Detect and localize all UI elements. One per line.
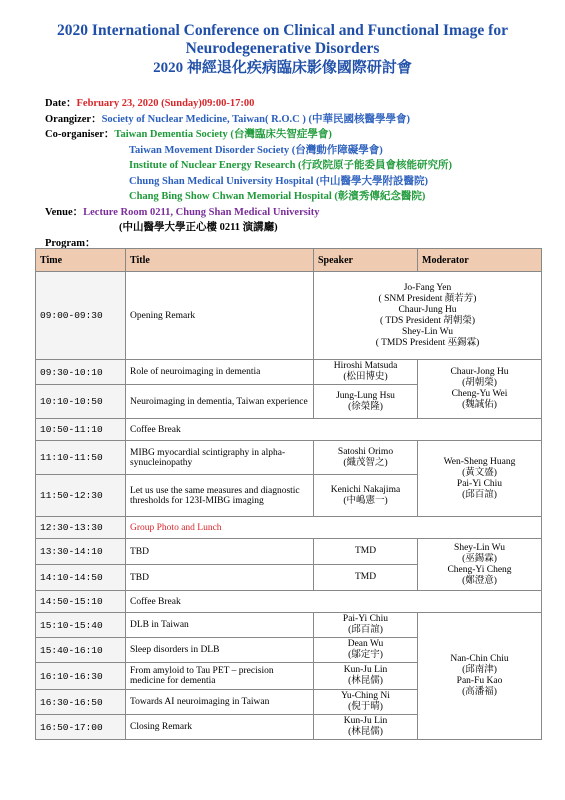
- table-row: [36, 591, 542, 613]
- organizer-value: Society of Nuclear Medicine, Taiwan( R.O.C ) (中華民國核醫學學會): [101, 113, 410, 125]
- moderator-name-cn: (胡朝榮): [462, 378, 497, 388]
- row-title: Coffee Break: [126, 591, 542, 613]
- row-time: 16:50-17:00: [36, 715, 126, 740]
- row-time: 15:40-16:10: [36, 638, 126, 663]
- row-time: 12:30-13:30: [36, 517, 126, 539]
- row-title: Role of neuroimaging in dementia: [126, 360, 314, 385]
- table-row: [36, 360, 542, 385]
- speaker-name: Hiroshi Matsuda: [333, 361, 398, 371]
- row-title: Let us use the same measures and diagnostic thresholds for 123I-MIBG imaging: [126, 475, 314, 517]
- venue-chinese: (中山醫學大學正心樓 0211 演講廳): [119, 222, 278, 233]
- speaker-name-cn: (中嶋憲一): [343, 495, 388, 506]
- speaker-name-cn: (織茂智之): [343, 457, 388, 468]
- opening-moderator-line: Jo-Fang Yen: [403, 282, 452, 293]
- row-moderator: [418, 539, 542, 591]
- row-title: Sleep disorders in DLB: [126, 638, 314, 663]
- row-time: 13:30-14:10: [36, 539, 126, 565]
- event-info: [45, 96, 452, 251]
- speaker-name-cn: (松田博史): [343, 372, 388, 382]
- speaker-name: Jung-Lung Hsu: [336, 390, 395, 401]
- row-speaker: [314, 663, 418, 690]
- speaker-name-cn: (林昆儒): [348, 676, 383, 686]
- opening-moderator-line: ( TDS President 胡朝榮): [379, 315, 476, 326]
- header-title: Title: [126, 249, 314, 272]
- moderator-name-cn: (巫錫霖): [462, 553, 497, 564]
- opening-moderator-line: ( TMDS President 巫錫霖): [375, 337, 480, 348]
- row-title: Neuroimaging in dementia, Taiwan experience: [126, 385, 314, 419]
- table-row: [36, 517, 542, 539]
- row-title: TBD: [126, 539, 314, 565]
- speaker-name-cn: (林昆儒): [348, 727, 383, 737]
- coorganiser-item: Chang Bing Show Chwan Memorial Hospital (彰濱秀傳紀念醫院): [129, 191, 426, 202]
- coorganiser-item: Taiwan Movement Disorder Society (台灣動作障礙學會): [129, 144, 383, 156]
- row-speaker: [314, 385, 418, 419]
- moderator-name: Nan-Chin Chiu: [450, 654, 509, 664]
- row-speaker: TMD: [314, 565, 418, 591]
- speaker-name-cn: (鄔定宇): [348, 650, 383, 660]
- row-title: Group Photo and Lunch: [126, 517, 542, 539]
- row-time: 15:10-15:40: [36, 613, 126, 638]
- moderator-name-cn: (邱南津): [462, 665, 497, 675]
- moderator-name-cn: (鄭澄意): [462, 575, 497, 586]
- row-title: Closing Remark: [126, 715, 314, 740]
- row-moderator: [418, 613, 542, 740]
- moderator-name: Shey-Lin Wu: [454, 542, 505, 553]
- table-row: [36, 441, 542, 475]
- moderator-name-cn: (高潘福): [462, 687, 497, 697]
- program-table: [35, 248, 542, 740]
- coorganiser-item: Taiwan Dementia Society (台灣臨床失智症學會): [114, 129, 332, 140]
- conference-title-line2: Neurodegenerative Disorders: [185, 40, 380, 57]
- row-speaker: TMD: [314, 539, 418, 565]
- moderator-name-cn: (邱百誼): [462, 489, 497, 500]
- opening-moderator-line: Shey-Lin Wu: [402, 326, 453, 337]
- speaker-name: Satoshi Orimo: [337, 446, 394, 457]
- header-time: Time: [36, 249, 126, 272]
- venue-label: Venue：: [45, 206, 84, 218]
- speaker-name: Kun-Ju Lin: [343, 665, 388, 675]
- date-value: February 23, 2020 (Sunday)09:00-17:00: [76, 98, 255, 109]
- speaker-name: Pai-Yi Chiu: [342, 614, 389, 624]
- venue-row: [45, 205, 452, 221]
- row-speaker: [314, 441, 418, 475]
- moderator-name: Cheng-Yu Wei: [451, 389, 508, 399]
- opening-moderator-line: Chaur-Jung Hu: [398, 304, 457, 315]
- coorganiser-row: [45, 127, 452, 143]
- speaker-name-cn: (倪于晴): [348, 702, 383, 712]
- row-time: 10:50-11:10: [36, 419, 126, 441]
- moderator-name: Chaur-Jong Hu: [450, 367, 509, 377]
- row-moderator: [418, 360, 542, 419]
- row-speaker: [314, 475, 418, 517]
- row-title: Towards AI neuroimaging in Taiwan: [126, 690, 314, 715]
- table-row: [36, 613, 542, 638]
- row-moderator: [418, 441, 542, 517]
- header-speaker: Speaker: [314, 249, 418, 272]
- row-speaker: [314, 613, 418, 638]
- moderator-name-cn: (黃文盛): [462, 467, 497, 478]
- row-speaker: [314, 690, 418, 715]
- row-speaker: [314, 715, 418, 740]
- speaker-name-cn: (徐榮隆): [348, 401, 383, 412]
- row-time: 11:10-11:50: [36, 441, 126, 475]
- speaker-name-cn: (邱百誼): [348, 625, 383, 635]
- date-label: Date：: [45, 98, 77, 109]
- row-title: From amyloid to Tau PET – precision medicine for dementia: [126, 663, 314, 690]
- row-time: 09:00-09:30: [36, 272, 126, 360]
- table-row: [36, 539, 542, 565]
- conference-title-line1: 2020 International Conference on Clinical and Functional Image for: [57, 22, 508, 39]
- coorganiser-label: Co-organiser：: [45, 129, 115, 140]
- moderator-name: Cheng-Yi Cheng: [447, 564, 512, 575]
- table-row: [36, 419, 542, 441]
- venue-value: Lecture Room 0211, Chung Shan Medical University: [83, 206, 320, 218]
- table-row: [36, 272, 542, 360]
- moderator-name: Wen-Sheng Huang: [443, 456, 516, 467]
- speaker-name: Yu-Ching Ni: [341, 691, 390, 701]
- row-title: Opening Remark: [126, 272, 314, 360]
- header-moderator: Moderator: [418, 249, 542, 272]
- coorganiser-item: Institute of Nuclear Energy Research (行政院原子能委員會核能研究所): [129, 160, 453, 171]
- moderator-name-cn: (魏誠佑): [462, 400, 497, 410]
- row-time: 10:10-10:50: [36, 385, 126, 419]
- row-time: 16:30-16:50: [36, 690, 126, 715]
- organizer-row: [45, 112, 452, 128]
- row-title: MIBG myocardial scintigraphy in alpha-synucleinopathy: [126, 441, 314, 475]
- row-time: 14:10-14:50: [36, 565, 126, 591]
- row-time: 14:50-15:10: [36, 591, 126, 613]
- conference-title-chinese: 2020 神經退化疾病臨床影像國際研討會: [153, 60, 412, 76]
- row-time: 16:10-16:30: [36, 663, 126, 690]
- organizer-label: Orangizer：: [45, 113, 102, 125]
- row-speaker: [314, 638, 418, 663]
- row-title: TBD: [126, 565, 314, 591]
- opening-moderator-line: ( SNM President 顏若芳): [378, 293, 477, 304]
- row-title: Coffee Break: [126, 419, 542, 441]
- row-title: DLB in Taiwan: [126, 613, 314, 638]
- program-label: Program：: [45, 237, 96, 249]
- row-time: 09:30-10:10: [36, 360, 126, 385]
- opening-moderators: [314, 272, 542, 360]
- speaker-name: Dean Wu: [347, 639, 384, 649]
- coorganiser-item: Chung Shan Medical University Hospital (中山醫學大學附設醫院): [129, 175, 428, 187]
- speaker-name: Kenichi Nakajima: [330, 484, 401, 495]
- row-speaker: [314, 360, 418, 385]
- moderator-name: Pai-Yi Chiu: [456, 478, 503, 489]
- moderator-name: Pan-Fu Kao: [456, 676, 503, 686]
- speaker-name: Kun-Ju Lin: [343, 716, 388, 726]
- row-time: 11:50-12:30: [36, 475, 126, 517]
- date-row: [45, 96, 452, 112]
- table-header-row: [36, 249, 542, 272]
